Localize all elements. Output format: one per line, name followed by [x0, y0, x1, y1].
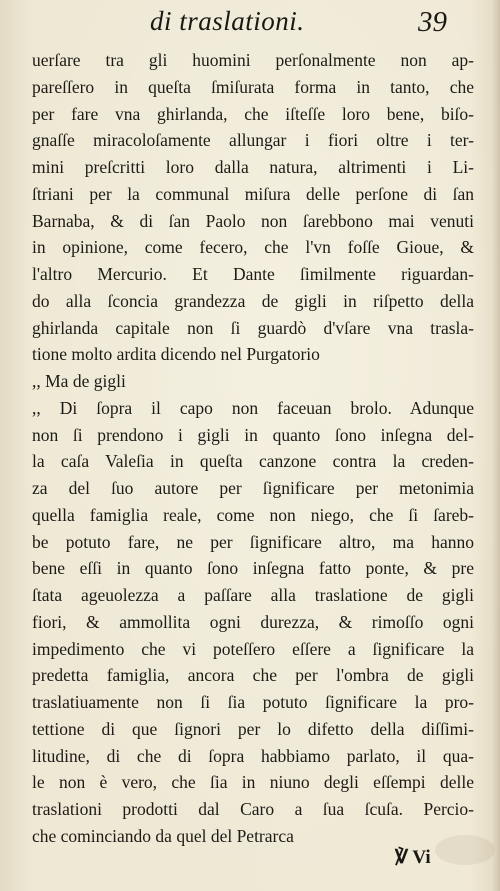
text-line: che cominciando da quel del Petrarca [32, 825, 294, 846]
text-line: ghirlanda capitale non ſi guardò d'vſare vna trasla- [32, 317, 474, 338]
text-line: Barnaba, & di ſan Paolo non ſarebbono mai venuti [32, 210, 474, 231]
page-edge-shadow [492, 0, 500, 891]
text-line: in opinione, come fecero, che l'vn foſſe Gioue, & [32, 237, 474, 258]
text-line: ſtata ageuolezza a paſſare alla traslatione de gigli [32, 585, 474, 605]
signature-mark: ℣ Vi [395, 847, 431, 868]
text-line: non ſi prendono i gigli in quanto ſono inſegna del- [32, 424, 474, 445]
text-line: per fare vna ghirlanda, che iſteſſe loro bene, biſo- [32, 103, 474, 124]
running-head-title: di traslationi. [150, 6, 305, 36]
verse-quote-line: ,, Ma de gigli [32, 371, 126, 391]
text-line: tettione di que ſignori per lo difetto della diſſimi- [32, 718, 474, 739]
text-line: mini preſcritti loro dalla natura, altrimenti i Li- [32, 157, 474, 177]
text-line: le non è vero, che ſia in niuno degli eſſempi delle [32, 772, 474, 793]
text-line: do alla ſconcia grandezza de gigli in riſpetto della [32, 290, 474, 311]
verse-quote-line: ,, Di ſopra il capo non faceuan brolo. Adunque [32, 397, 474, 418]
text-line: za del ſuo autore per ſignificare per metonimia [32, 478, 474, 498]
text-line: predetta famiglia, ancora che per l'ombra de gigli [32, 665, 474, 686]
text-line: l'altro Mercurio. Et Dante ſimilmente riguardan- [32, 264, 474, 284]
text-line: fiori, & ammollita ogni durezza, & rimoſſo ogni [32, 611, 474, 632]
text-line: tione molto ardita dicendo nel Purgatorio [32, 344, 320, 365]
text-line: uerſare tra gli huomini perſonalmente non ap- [32, 50, 474, 70]
text-line: traslationi prodotti dal Caro a ſua ſcuſa. Percio- [32, 799, 474, 819]
text-line: quella famiglia reale, come non niego, che ſi ſareb- [32, 504, 474, 525]
paper-stain [435, 835, 495, 865]
text-line: la caſa Valeſia in queſta canzone contra la creden- [32, 451, 474, 472]
text-line: pareſſero in queſta ſmiſurata forma in tanto, che [32, 76, 474, 97]
text-line: bene eſſi in quanto ſono inſegna fatto ponte, & pre [32, 558, 474, 579]
text-line: be potuto fare, ne per ſignificare altro, ma hanno [32, 531, 474, 552]
text-line: ſtriani per la communal miſura delle perſone di ſan [32, 183, 474, 204]
text-line: traslatiuamente non ſi ſia potuto ſignificare la pro- [32, 692, 474, 712]
text-line: impedimento che vi poteſſero eſſere a ſignificare la [32, 638, 474, 659]
running-head [0, 4, 500, 44]
text-line: gnaſſe miracoloſamente allungar i fiori oltre i ter- [32, 130, 474, 151]
page-number: 39 [418, 6, 447, 38]
text-line: litudine, di che di ſopra habbiamo parlato, il qua- [32, 745, 474, 766]
